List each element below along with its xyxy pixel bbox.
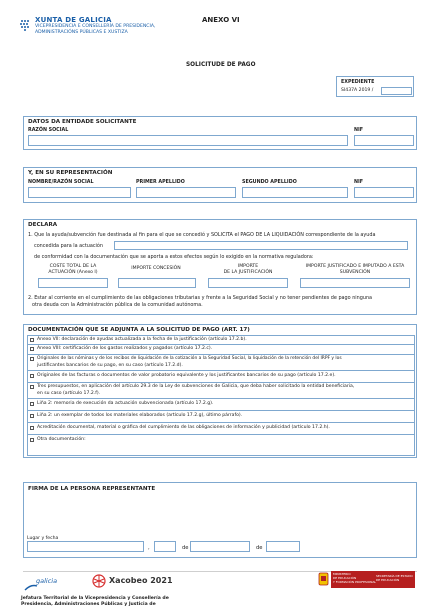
declaration-p1-line1: 1. Que la ayuda/subvención fue destinada al fin para el que se concedió y SOLICITA el PAGO DE LA LIQUIDACIÓN correspondiente de la ayuda	[28, 232, 376, 238]
declaration-p2-line2: otra deuda con la Administración pública de la comunidad autónoma.	[32, 302, 203, 308]
action-field[interactable]	[114, 241, 408, 250]
doc-item-label: Anexo VII: declaración de ayudas actualizada a la fecha de la justificación (artículo 17.2.b).	[37, 337, 247, 342]
doc-item-checkbox[interactable]	[30, 347, 34, 351]
entity-section	[23, 116, 417, 150]
galicia-swoosh-icon	[24, 584, 38, 592]
entity-nif-field[interactable]	[354, 135, 414, 146]
doc-item[interactable]	[27, 335, 415, 345]
doc-item[interactable]	[27, 411, 415, 423]
doc-item[interactable]	[27, 435, 415, 456]
org-subtitle-2: ADMINISTRACIÓNS PÚBLICAS E XUSTIZA	[35, 30, 128, 35]
doc-item[interactable]	[27, 355, 415, 371]
rep-first-surname-field[interactable]	[136, 187, 236, 198]
doc-item[interactable]	[27, 345, 415, 355]
entity-nif-label: NIF	[354, 128, 364, 133]
rep-nif-label: NIF	[354, 180, 364, 185]
rep-second-surname-field[interactable]	[242, 187, 348, 198]
signature-section	[23, 482, 417, 558]
month-field[interactable]	[190, 541, 250, 552]
doc-item[interactable]	[27, 383, 415, 399]
justification-amount-field[interactable]	[208, 278, 288, 288]
doc-item-label: Liña 2: un exemplar de todos los materiales elaborados (artículo 17.2.g), último párrafo).	[37, 413, 243, 418]
col-justification-label-1: IMPORTE	[237, 264, 259, 269]
galicia-logo-text: galicia	[36, 577, 58, 585]
doc-item-label-cont: en su caso (artículo 17.2.f).	[37, 391, 101, 396]
razon-social-field[interactable]	[28, 135, 348, 146]
documentation-title: DOCUMENTACIÓN QUE SE ADJUNTA A LA SOLICITUD DE PAGO (ART. 17)	[28, 327, 250, 333]
expedient-box	[336, 76, 414, 97]
xacobeo-shell-icon	[92, 574, 106, 588]
doc-item-checkbox[interactable]	[30, 438, 34, 442]
doc-item-label: Liña 2: memoria de execución da actuación subvencionada (artículo 17.2.g).	[37, 401, 214, 406]
doc-item-label: Anexo VIII: certificación de los gastos realizados y pagados (artículo 17.2.c).	[37, 346, 213, 351]
place-field[interactable]	[27, 541, 144, 552]
declaration-p1-line3: de conformidad con la documentación que se aporta a estos efectos según lo exigido en la normativa reguladora:	[34, 254, 314, 260]
footer-address-1: Jefatura Territorial de la Vicepresidencia y Consellería de	[21, 596, 169, 601]
razon-social-label: RAZÓN SOCIAL	[28, 128, 69, 133]
doc-item-checkbox[interactable]	[30, 374, 34, 378]
doc-item-checkbox[interactable]	[30, 402, 34, 406]
doc-item-checkbox[interactable]	[30, 357, 34, 361]
doc-item-label-cont: justificantes bancarios de su pago, en su caso (artículo 17.2.d).	[37, 363, 183, 368]
declaration-title: DECLARA	[28, 222, 58, 228]
doc-item-label: Originales de las nóminas y de los recibos de liquidación de la cotización a la Seguridad Social, la liquidación de la retención del IRPF y los	[37, 356, 342, 361]
place-date-label: Lugar y fecha	[27, 536, 59, 541]
rep-name-label: NOMBRE/RAZÓN SOCIAL	[28, 180, 94, 185]
spain-coat-of-arms	[318, 572, 329, 587]
xacobeo-logo	[92, 573, 106, 592]
col-imputed-label-1: IMPORTE JUSTIFICADO E IMPUTADO A ESTA	[305, 264, 405, 269]
ministry-secretary-1: SECRETARÍA DE ESTADO	[376, 574, 413, 578]
declaration-p1-line2: concedida para la actuación	[34, 243, 104, 249]
rep-second-surname-label: SEGUNDO APELLIDO	[242, 180, 297, 185]
expedient-number-field[interactable]	[381, 87, 412, 95]
documentation-section	[23, 324, 417, 458]
col-imputed-label-2: SUBVENCIÓN	[339, 270, 371, 275]
signature-title: FIRMA DE LA PERSONA REPRESENTANTE	[28, 486, 156, 492]
doc-item-checkbox[interactable]	[30, 385, 34, 389]
doc-item-label: Otra documentación:	[37, 437, 86, 442]
doc-item-checkbox[interactable]	[30, 426, 34, 430]
ministry-secretary-2: DE EDUCACIÓN	[376, 578, 400, 582]
rep-first-surname-label: PRIMER APELLIDO	[136, 180, 185, 185]
concession-amount-field[interactable]	[118, 278, 196, 288]
doc-item[interactable]	[27, 371, 415, 383]
day-field[interactable]	[154, 541, 176, 552]
declaration-section	[23, 219, 417, 315]
ministry-name-2: DE EDUCACIÓN	[333, 576, 357, 580]
doc-item-label: Acreditación documental, material o gráfica del cumplimiento de las obligaciones de información y publicidad (artículo 17.2.h).	[37, 425, 330, 430]
doc-item-checkbox[interactable]	[30, 338, 34, 342]
doc-item-label: Originales de las facturas o documentos de valor probatorio equivalente y los justificantes bancarios de su pago (artículo 17.2.e).	[37, 373, 336, 378]
total-cost-field[interactable]	[38, 278, 108, 288]
xunta-logo	[19, 16, 31, 35]
footer-address-2: Presidencia, Administraciones Públicas y Justicia de	[21, 602, 156, 607]
col-total-cost-label-2: ACTUACIÓN (Anexo I)	[48, 270, 98, 275]
col-justification-label-2: DE LA JUSTIFICACIÓN	[223, 270, 273, 275]
doc-item[interactable]	[27, 423, 415, 435]
expedient-code: SI437A 2019 /	[341, 88, 374, 93]
col-concession-label: IMPORTE CONCESIÓN	[131, 266, 181, 271]
annex-title: ANEXO VI	[202, 16, 240, 24]
doc-item[interactable]	[27, 399, 415, 411]
col-total-cost-label-1: COSTE TOTAL DE LA	[49, 264, 97, 269]
doc-title: SOLICITUDE DE PAGO	[186, 62, 256, 68]
doc-item-label: Tres presupuestos, en aplicación del artículo 29.3 de la Ley de subvenciones de Galicia, que deba haber solicitado la entidad beneficiaria,	[37, 384, 355, 389]
xacobeo-logo-text: Xacobeo 2021	[109, 576, 173, 585]
entity-title: DATOS DA ENTIDADE SOLICITANTE	[28, 119, 137, 125]
ministry-name-1: MINISTERIO	[333, 572, 351, 576]
rep-nif-field[interactable]	[354, 187, 414, 198]
de-label-2: de	[256, 545, 263, 551]
xunta-cross-icon	[19, 19, 31, 31]
org-name: XUNTA DE GALICIA	[35, 16, 112, 24]
rep-name-field[interactable]	[28, 187, 131, 198]
coat-of-arms-icon	[318, 572, 329, 587]
ministry-name-3: Y FORMACIÓN PROFESIONAL	[333, 580, 377, 584]
expedient-label: EXPEDIENTE	[341, 80, 375, 85]
de-label-1: de	[182, 545, 189, 551]
org-subtitle-1: VICEPRESIDENCIA E CONSELLERÍA DE PRESIDENCIA,	[35, 24, 156, 29]
representation-title: Y, EN SU REPRESENTACIÓN	[28, 170, 113, 176]
comma-separator: ,	[148, 545, 150, 551]
doc-item-checkbox[interactable]	[30, 414, 34, 418]
imputed-amount-field[interactable]	[300, 278, 410, 288]
representation-section	[23, 167, 417, 203]
declaration-p2-line1: 2. Estar al corriente en el cumplimiento de las obligaciones tributarias y frente a la Seguridad Social y no tener pendientes de pago ninguna	[28, 295, 373, 301]
year-field[interactable]	[266, 541, 300, 552]
